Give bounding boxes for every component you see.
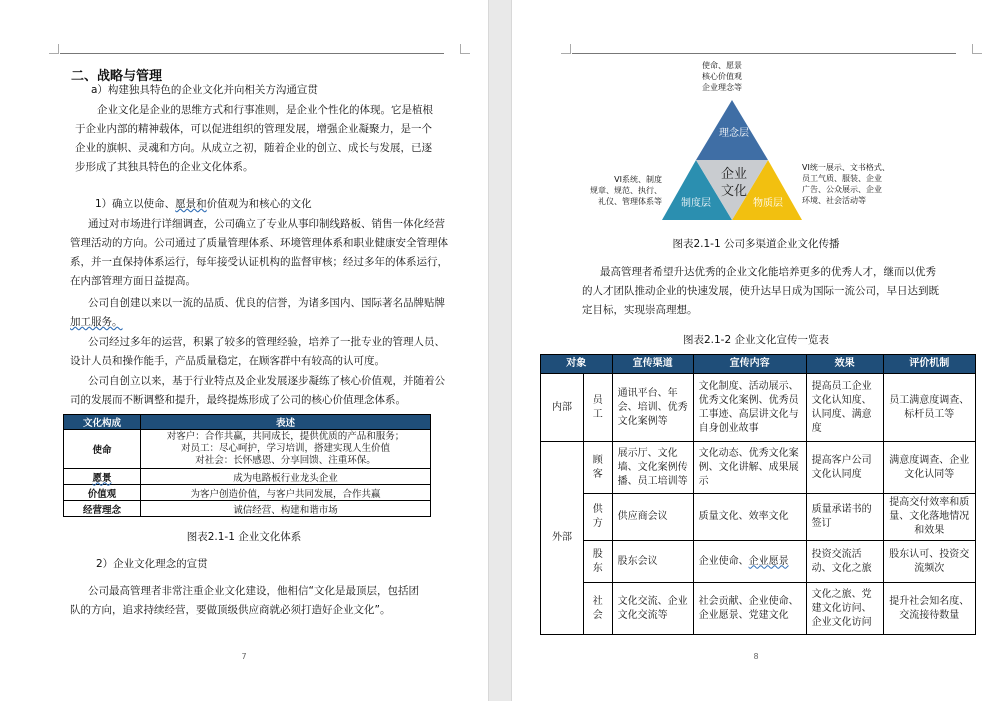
table-row: 外部 顾客 展示厅、文化墙、文化案例传播、员工培训等 文化动态、优秀文化案例、文化讲解、成果展示 提高客户公司文化认同度 满意度调查、企业文化认同等 [541, 442, 976, 494]
table-header: 文化构成 [64, 415, 141, 430]
table-row: 社会 文化交流、企业文化交流等 社会贡献、企业使命、企业愿景、党建文化 文化之旅、党建文化访问、企业文化访问 提升社会知名度、交流接待数量 [541, 583, 976, 635]
header-rule [572, 53, 956, 54]
diagram-top-label: 使命、愿景 核心价值观 企业理念等 [702, 61, 742, 92]
document-page-right [512, 0, 1000, 701]
table-header: 对象 [541, 355, 613, 374]
table-row: 价值观 为客户创造价值，与客户共同发展，合作共赢 [64, 485, 431, 501]
paragraph-6: 公司最高管理者非常注重企业文化建设，他相信“文化是最顶层，包括团 队的方向，追求持续经营，要做顶级供应商就必须打造好企业文化”。 [70, 585, 419, 616]
table-header: 宣传内容 [693, 355, 806, 374]
table-header: 表述 [141, 415, 431, 430]
top-layer-label: 理念层 [719, 128, 749, 139]
culture-triangle-diagram [662, 96, 802, 224]
table-header: 效果 [806, 355, 883, 374]
corner-mark [49, 44, 59, 54]
table-row: 股东 股东会议 企业使命、企业愿景 投资交流活动、文化之旅 股东认可、投资交流频次 [541, 541, 976, 583]
subheading-2: 2）企业文化理念的宣贯 [96, 558, 208, 570]
document-page-left [0, 0, 488, 701]
subheading-a: a）构建独具特色的企业文化并向相关方沟通宣贯 [91, 84, 318, 96]
center-label: 文化 [720, 184, 748, 199]
table-row: 经营理念 诚信经营、构建和谐市场 [64, 501, 431, 517]
right-layer-label: 物质层 [753, 198, 783, 209]
paragraph-1: 企业文化是企业的思维方式和行事准则，是企业个性化的体现。它是植根 于企业内部的精神载体，可以促进组织的管理发展，增强企业凝聚力，是一个 企业的旗帜、灵魂和方向。从成立之初，随着企业的创立、成长与发展，已逐 步形成了其独具特色的企业文化体系。 [75, 104, 433, 173]
culture-table [63, 414, 431, 517]
page-number: 8 [753, 652, 759, 661]
table-header: 宣传渠道 [612, 355, 693, 374]
page-number: 7 [241, 652, 247, 661]
paragraph-5: 公司自创立以来，基于行业特点及企业发展逐步凝练了核心价值观，并随着公 司的发展而不断调整和提升，最终提炼形成了公司的核心价值理念体系。 [70, 375, 445, 406]
header-rule [60, 53, 444, 54]
table-header: 评价机制 [883, 355, 975, 374]
paragraph-3: 公司自创建以来以一流的品质、优良的信誉，为诸多国内、国际著名品牌贴牌 加工服务。 [70, 297, 445, 328]
subheading-1: 1）确立以使命、愿景和价值观为和核心的文化 [95, 198, 312, 210]
diagram-left-label: VI系统、制度 规章、规范、执行、 礼仪、管理体系等 [590, 175, 662, 206]
section-heading: 二、战略与管理 [71, 69, 163, 84]
paragraph-1: 最高管理者希望升达优秀的企业文化能培养更多的优秀人才，继而以优秀 的人才团队推动企业的快速发展，使升达早日成为国际一流公司，早日达到既 定目标，实现崇高理想。 [582, 266, 939, 316]
paragraph-4: 公司经过多年的运营，积累了较多的管理经验，培养了一批专业的管理人员、 设计人员和操作能手，产品质量稳定，在顾客群中有较高的认可度。 [70, 336, 445, 367]
center-label: 企业 [720, 167, 748, 182]
table-row: 供方 供应商会议 质量文化、效率文化 质量承诺书的签订 提高交付效率和质量、文化落地情况和效果 [541, 494, 976, 541]
figure-caption: 图表2.1-1 公司多渠道企业文化传播 [672, 238, 840, 250]
promotion-table [540, 354, 976, 635]
table-row: 使命 对客户：合作共赢，共同成长，提供优质的产品和服务； 对员工：尽心呵护，学习培训，搭建实现人生价值 对社会：长怀感恩、分享回馈、注重环保。 [64, 430, 431, 469]
figure-caption: 图表2.1-1 企业文化体系 [186, 531, 302, 543]
corner-mark [460, 44, 470, 54]
diagram-right-label: VI统一展示、文书格式、 员工气质、服装、企业 广告、公众展示、企业 环境、社会活动等 [802, 163, 890, 205]
corner-mark [561, 44, 571, 54]
table-row: 内部 员工 通讯平台、年会、培训、优秀文化案例等 文化制度、活动展示、优秀文化案例、优秀员工事迹、高层讲文化与自身创业故事 提高员工企业文化认知度、认同度、满意度 员工满意度调查、标杆员工等 [541, 374, 976, 442]
paragraph-2: 通过对市场进行详细调查，公司确立了专业从事印制线路板、销售一体化经营 管理活动的方向。公司通过了质量管理体系、环境管理体系和职业健康安全管理体 系，并一直保持体系运行，每年接受认证机构的监督审核；经过多年的体系运行， 在内部管理方面日益提高。 [70, 218, 448, 287]
table-caption: 图表2.1-2 企业文化宣传一览表 [682, 334, 829, 346]
left-layer-label: 制度层 [681, 198, 711, 209]
table-row: 愿景 成为电路板行业龙头企业 [64, 469, 431, 485]
corner-mark [972, 44, 982, 54]
